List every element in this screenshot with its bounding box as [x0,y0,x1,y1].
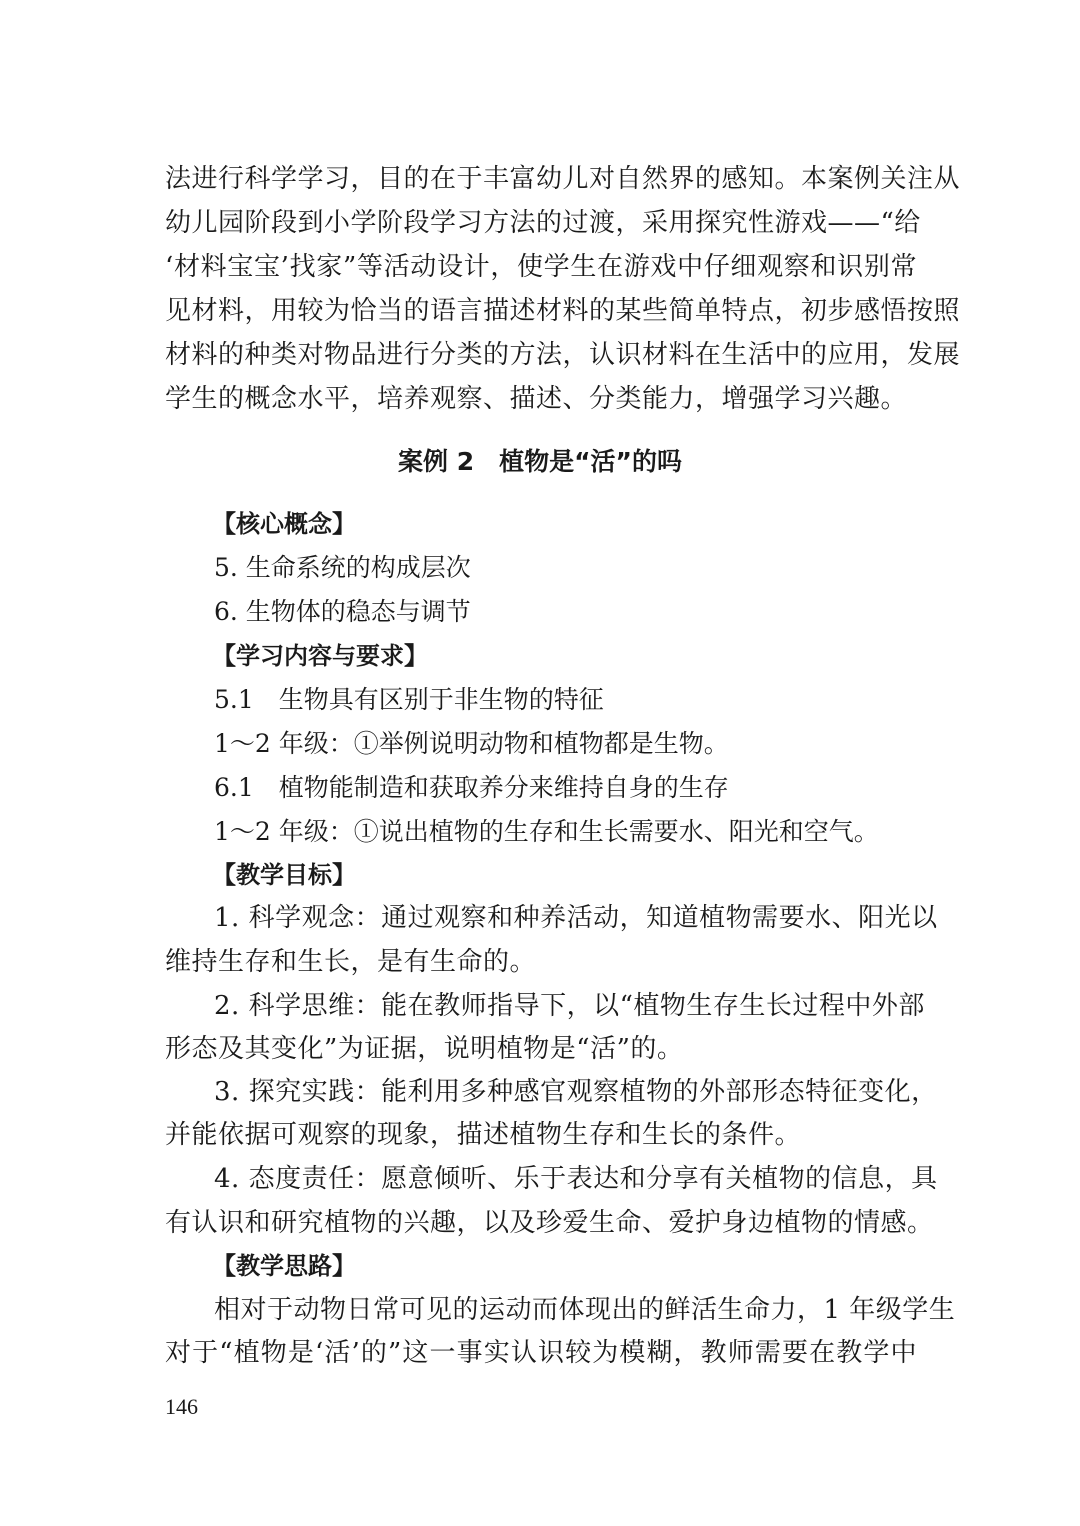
goal-1-line-2: 维持生存和生长，是有生命的。 [165,947,537,977]
intro-line-3: ‘材料宝宝’找家”等活动设计，使学生在游戏中仔细观察和识别常 [165,252,917,282]
goal-2-line-2: 形态及其变化”为证据，说明植物是“活”的。 [165,1034,684,1064]
core-concept-item: 6. 生物体的稳态与调节 [214,597,471,626]
goal-4-line-1: 4. 态度责任：愿意倾听、乐于表达和分享有关植物的信息，具 [214,1164,938,1194]
learning-content-item: 6.1 植物能制造和获取养分来维持自身的生存 [214,773,729,802]
intro-line-1: 法进行科学学习，目的在于丰富幼儿对自然界的感知。本案例关注从 [165,164,961,194]
goal-1-line-1: 1. 科学观念：通过观察和种养活动，知道植物需要水、阳光以 [214,903,938,933]
core-concepts-heading: 【核心概念】 [212,510,356,538]
intro-line-6: 学生的概念水平，培养观察、描述、分类能力，增强学习兴趣。 [165,384,908,414]
learning-content-item: 1～2 年级：①说出植物的生存和生长需要水、阳光和空气。 [214,817,879,846]
page-number: 146 [165,1394,198,1419]
case-title: 案例 2 植物是“活”的吗 [398,447,682,476]
learning-content-item: 1～2 年级：①举例说明动物和植物都是生物。 [214,729,729,758]
goal-3-line-1: 3. 探究实践：能利用多种感官观察植物的外部形态特征变化， [214,1077,938,1107]
goal-3-line-2: 并能依据可观察的现象，描述植物生存和生长的条件。 [165,1120,802,1150]
teaching-ideas-heading: 【教学思路】 [212,1252,356,1280]
goal-4-line-2: 有认识和研究植物的兴趣，以及珍爱生命、爱护身边植物的情感。 [165,1208,934,1238]
teaching-goals-heading: 【教学目标】 [212,861,356,889]
intro-line-2: 幼儿园阶段到小学阶段学习方法的过渡，采用探究性游戏——“给 [165,208,921,238]
goal-2-line-1: 2. 科学思维：能在教师指导下，以“植物生存生长过程中外部 [214,991,925,1021]
learning-content-heading: 【学习内容与要求】 [212,642,428,670]
learning-content-item: 5.1 生物具有区别于非生物的特征 [214,685,604,714]
core-concept-item: 5. 生命系统的构成层次 [214,553,471,582]
teaching-ideas-line-1: 相对于动物日常可见的运动而体现出的鲜活生命力，1 年级学生 [214,1295,956,1325]
intro-line-5: 材料的种类对物品进行分类的方法，认识材料在生活中的应用，发展 [165,340,961,370]
teaching-ideas-line-2: 对于“植物是‘活’的”这一事实认识较为模糊，教师需要在教学中 [165,1338,917,1368]
intro-line-4: 见材料，用较为恰当的语言描述材料的某些简单特点，初步感悟按照 [165,296,961,326]
